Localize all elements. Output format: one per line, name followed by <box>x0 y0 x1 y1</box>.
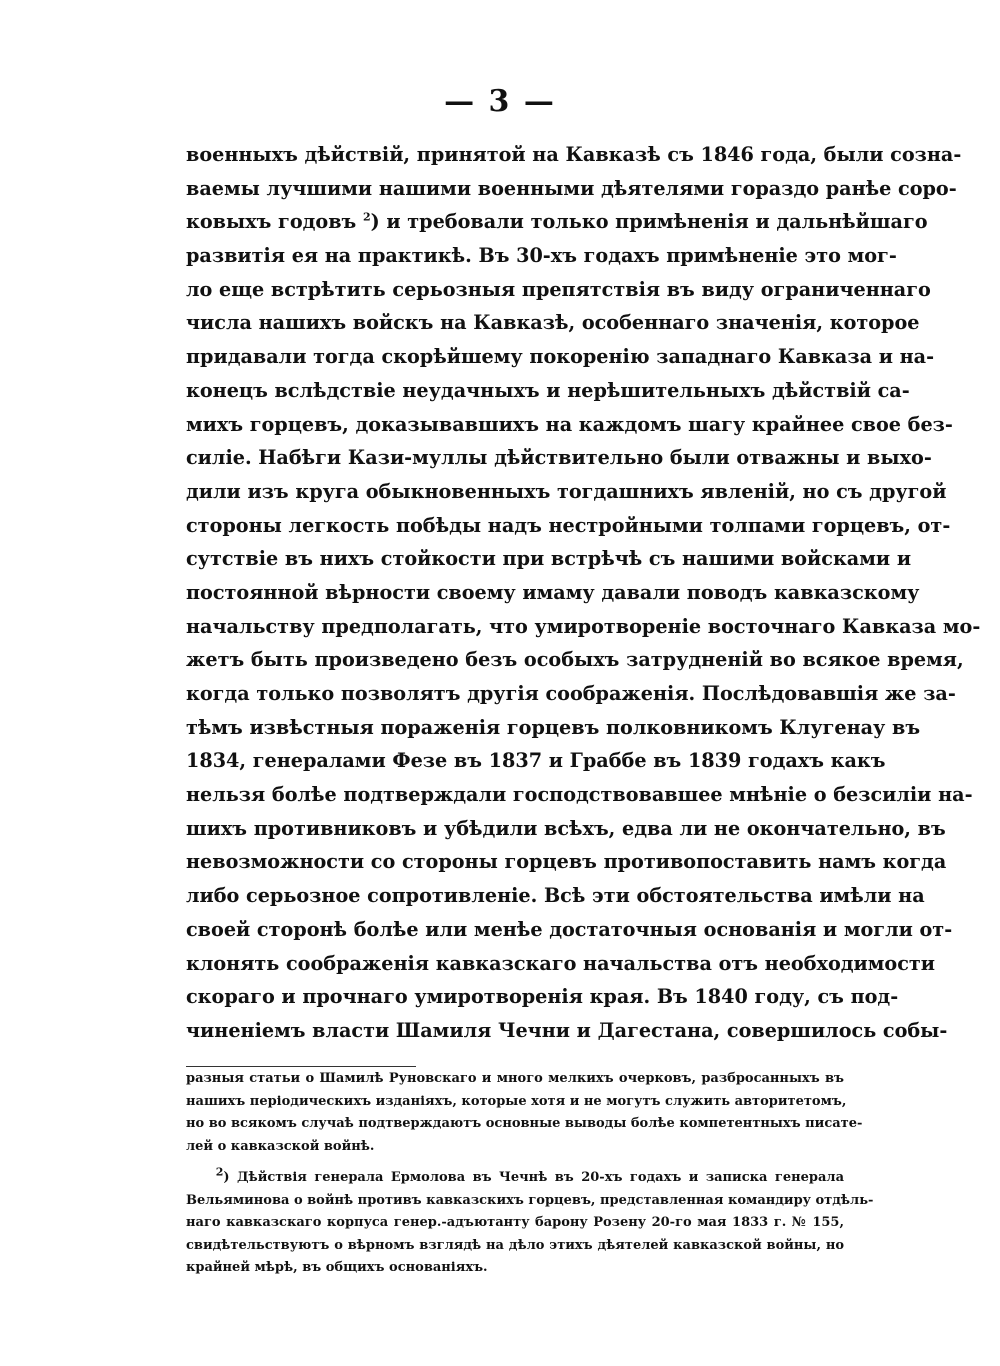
main-text <box>186 138 981 1048</box>
footnote-line: свидѣтельствуютъ о вѣрномъ взглядѣ на дѣло этихъ дѣятелей кавказской войны, но <box>186 1237 844 1253</box>
text-fragment: ) Дѣйствія генерала Ермолова въ Чечнѣ въ 20-хъ годахъ и записка генерала <box>223 1170 844 1185</box>
footnote-gap <box>186 1158 844 1167</box>
text-fragment: ) и требовали только примѣненія и дальнѣйшаго <box>370 210 928 234</box>
footnote-line: наго кавказскаго корпуса генер.-адъютанту барону Розену 20-го мая 1833 г. № 155, <box>186 1215 844 1230</box>
footnote-line: крайней мѣрѣ, въ общихъ основаніяхъ. <box>186 1260 488 1275</box>
footnote-line: но во всякомъ случаѣ подтверждаютъ основные выводы болѣе компетентныхъ писате- <box>186 1116 863 1131</box>
footnote-line: Вельяминова о войнѣ противъ кавказскихъ горцевъ, представленная командиру отдѣль- <box>186 1192 874 1208</box>
footnote-line <box>186 1167 844 1190</box>
footnote-line: лей о кавказской войнѣ. <box>186 1138 375 1154</box>
text-line: стороны легкость побѣды надъ нестройными толпами горцевъ, от- <box>186 513 951 537</box>
text-line: развитія ея на практикѣ. Въ 30-хъ годахъ примѣненіе это мог- <box>186 244 897 268</box>
text-line: невозможности со стороны горцевъ противопоставить намъ когда <box>186 850 947 874</box>
text-line: своей сторонѣ болѣе или менѣе достаточныя основанія и могли от- <box>186 917 953 941</box>
text-line: числа нашихъ войскъ на Кавказѣ, особеннаго значенія, которое <box>186 311 920 335</box>
footnotes <box>186 1068 874 1280</box>
footnote-marker: 2 <box>215 1165 224 1179</box>
text-line: силіе. Набѣги Кази-муллы дѣйствительно были отважны и выхо- <box>186 446 932 470</box>
text-line: 1834, генералами Фезе въ 1837 и Граббе въ 1839 годахъ какъ <box>186 749 886 773</box>
text-line: придавали тогда скорѣйшему покоренію западнаго Кавказа и на- <box>186 345 935 369</box>
text-line: начальству предполагать, что умиротвореніе восточнаго Кавказа мо- <box>186 614 981 638</box>
text-line: жетъ быть произведено безъ особыхъ затрудненій во всякое время, <box>186 648 964 672</box>
text-line: скораго и прочнаго умиротворенія края. Въ 1840 году, съ под- <box>186 985 899 1009</box>
text-line: тѣмъ извѣстныя пораженія горцевъ полковникомъ Клугенау въ <box>186 715 921 739</box>
footnote-line: разныя статьи о Шамилѣ Руновскаго и много мелкихъ очерковъ, разбросанныхъ въ <box>186 1071 844 1086</box>
footnote-divider <box>186 1066 416 1067</box>
text-line: когда только позволятъ другія соображенія. Послѣдовавшія же за- <box>186 682 956 705</box>
text-line <box>186 205 928 239</box>
text-fragment: ковыхъ годовъ <box>186 210 357 234</box>
text-line: чиненіемъ власти Шамиля Чечни и Дагестана, совершилось собы- <box>186 1018 948 1042</box>
text-line: ло еще встрѣтить серьозныя препятствія въ виду ограниченнаго <box>186 277 931 301</box>
text-line: клонять соображенія кавказскаго начальства отъ необходимости <box>186 951 936 975</box>
text-line: постоянной вѣрности своему имаму давали поводъ кавказскому <box>186 580 920 604</box>
footnote-reference: 2 <box>362 210 371 224</box>
footnote-line: нашихъ періодическихъ изданіяхъ, которые хотя и не могутъ служить авторитетомъ, <box>186 1093 847 1109</box>
text-line: дили изъ круга обыкновенныхъ тогдашнихъ явленій, но съ другой <box>186 479 947 503</box>
text-line: конецъ вслѣдствіе неудачныхъ и нерѣшительныхъ дѣйствій са- <box>186 378 910 402</box>
page-number: — 3 — <box>444 84 556 119</box>
text-line: шихъ противниковъ и убѣдили всѣхъ, едва ли не окончательно, въ <box>186 816 946 840</box>
text-line: военныхъ дѣйствій, принятой на Кавказѣ съ 1846 года, были созна- <box>186 143 962 166</box>
text-line: нельзя болѣе подтверждали господствовавшее мнѣніе о безсиліи на- <box>186 783 973 807</box>
text-line: либо серьозное сопротивленіе. Всѣ эти обстоятельства имѣли на <box>186 884 925 908</box>
text-line: ваемы лучшими нашими военными дѣятелями гораздо ранѣе соро- <box>186 176 957 200</box>
text-line: михъ горцевъ, доказывавшихъ на каждомъ шагу крайнее свое без- <box>186 412 953 436</box>
text-line: сутствіе въ нихъ стойкости при встрѣчѣ съ нашими войсками и <box>186 547 912 571</box>
